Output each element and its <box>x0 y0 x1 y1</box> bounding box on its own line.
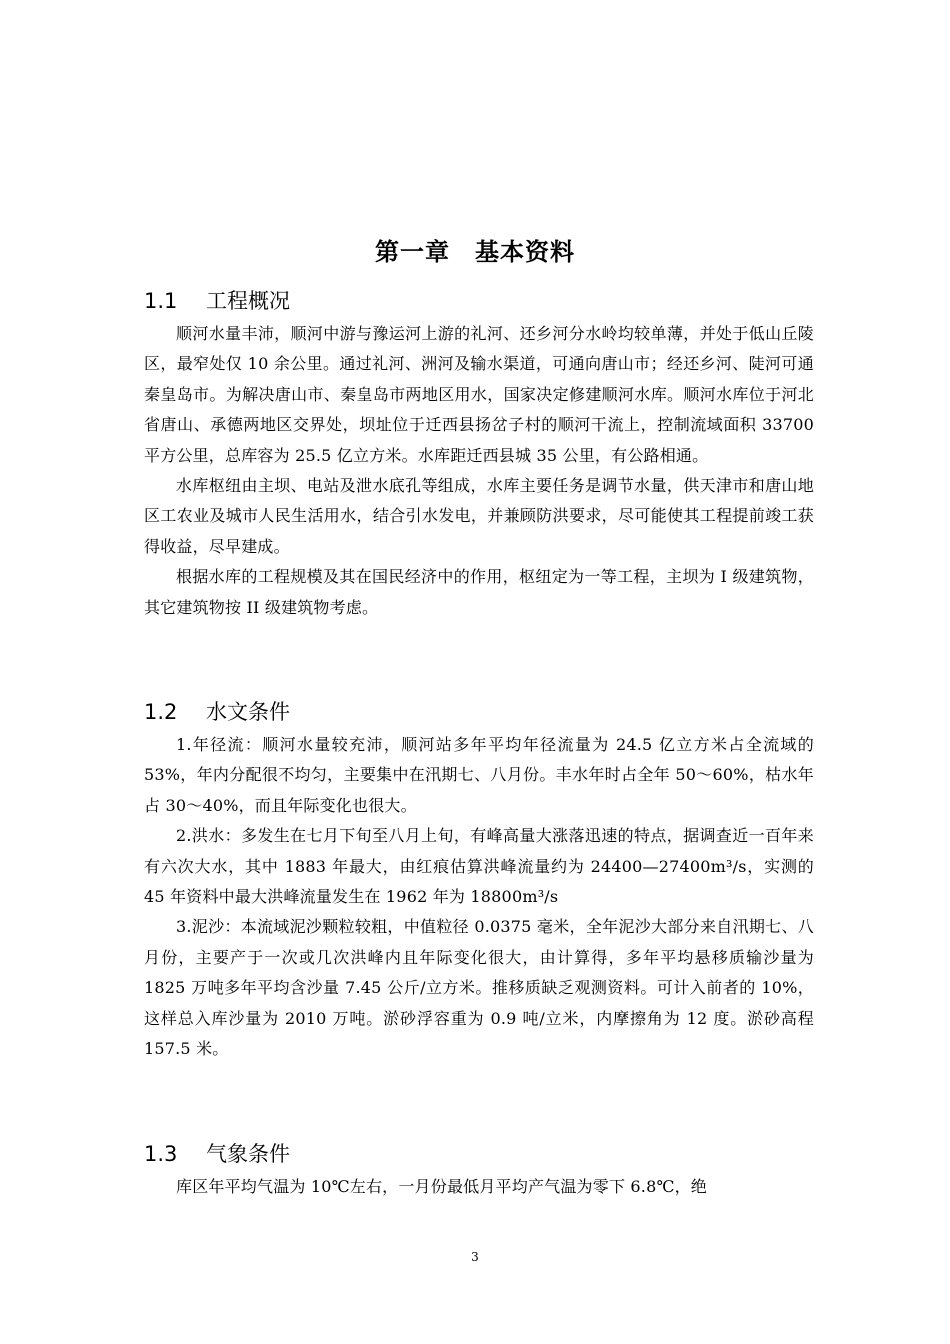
section-number: 1.2 <box>144 700 178 724</box>
section-overview <box>144 287 814 623</box>
chapter-title: 第一章 基本资料 <box>375 238 575 266</box>
section-heading <box>144 698 814 730</box>
section-hydrology <box>144 698 814 1064</box>
section-title: 工程概况 <box>206 289 290 313</box>
section-heading <box>144 1140 814 1172</box>
paragraph: 1.年径流：顺河水量较充沛，顺河站多年平均年径流量为 24.5 亿立方米占全流域的 53%，年内分配很不均匀，主要集中在汛期七、八月份。丰水年时占全年 50～60%，枯水年占 30～40%，而且年际变化也很大。 <box>144 735 814 815</box>
paragraph: 3.泥沙：本流域泥沙颗粒较粗，中值粒径 0.0375 毫米，全年泥沙大部分来自汛期七、八月份，主要产于一次或几次洪峰内且年际变化很大，由计算得，多年平均悬移质输沙量为 1825 万吨多年平均含沙量 7.45 公斤/立方米。推移质缺乏观测资料。可计入前者的 10%，这样总入库沙量为 2010 万吨。淤砂浮容重为 0.9 吨/立米，内摩擦角为 12 度。淤砂高程 157.5 米。 <box>144 917 814 1059</box>
paragraph: 根据水库的工程规模及其在国民经济中的作用，枢纽定为一等工程，主坝为 I 级建筑物，其它建筑物按 II 级建筑物考虑。 <box>144 567 814 617</box>
page-number: 3 <box>471 1250 479 1264</box>
section-title: 气象条件 <box>206 1142 290 1166</box>
paragraph: 水库枢纽由主坝、电站及泄水底孔等组成，水库主要任务是调节水量，供天津市和唐山地区工农业及城市人民生活用水，结合引水发电，并兼顾防洪要求，尽可能使其工程提前竣工获得收益，尽早建成。 <box>144 476 814 556</box>
paragraph: 2.洪水：多发生在七月下旬至八月上旬，有峰高量大涨落迅速的特点，据调查近一百年来有六次大水，其中 1883 年最大，由红痕估算洪峰流量约为 24400—27400m³/s，实测的 45 年资料中最大洪峰流量发生在 1962 年为 18800m³/s <box>144 826 814 907</box>
section-meteorology <box>144 1140 814 1202</box>
paragraph: 顺河水量丰沛，顺河中游与豫运河上游的礼河、还乡河分水岭均较单薄，并处于低山丘陵区，最窄处仅 10 余公里。通过礼河、洲河及输水渠道，可通向唐山市；经还乡河、陡河可通秦皇岛市。为解决唐山市、秦皇岛市两地区用水，国家决定修建顺河水库。顺河水库位于河北省唐山、承德两地区交界处，坝址位于迁西县扬岔子村的顺河干流上，控制流域面积 33700 平方公里，总库容为 25.5 亿立方米。水库距迁西县城 35 公里，有公路相通。 <box>144 324 814 465</box>
section-title: 水文条件 <box>206 700 290 724</box>
paragraph: 库区年平均气温为 10℃左右，一月份最低月平均产气温为零下 6.8℃，绝 <box>176 1177 707 1196</box>
section-number: 1.1 <box>144 289 178 313</box>
section-heading <box>144 287 814 319</box>
section-number: 1.3 <box>144 1142 178 1166</box>
